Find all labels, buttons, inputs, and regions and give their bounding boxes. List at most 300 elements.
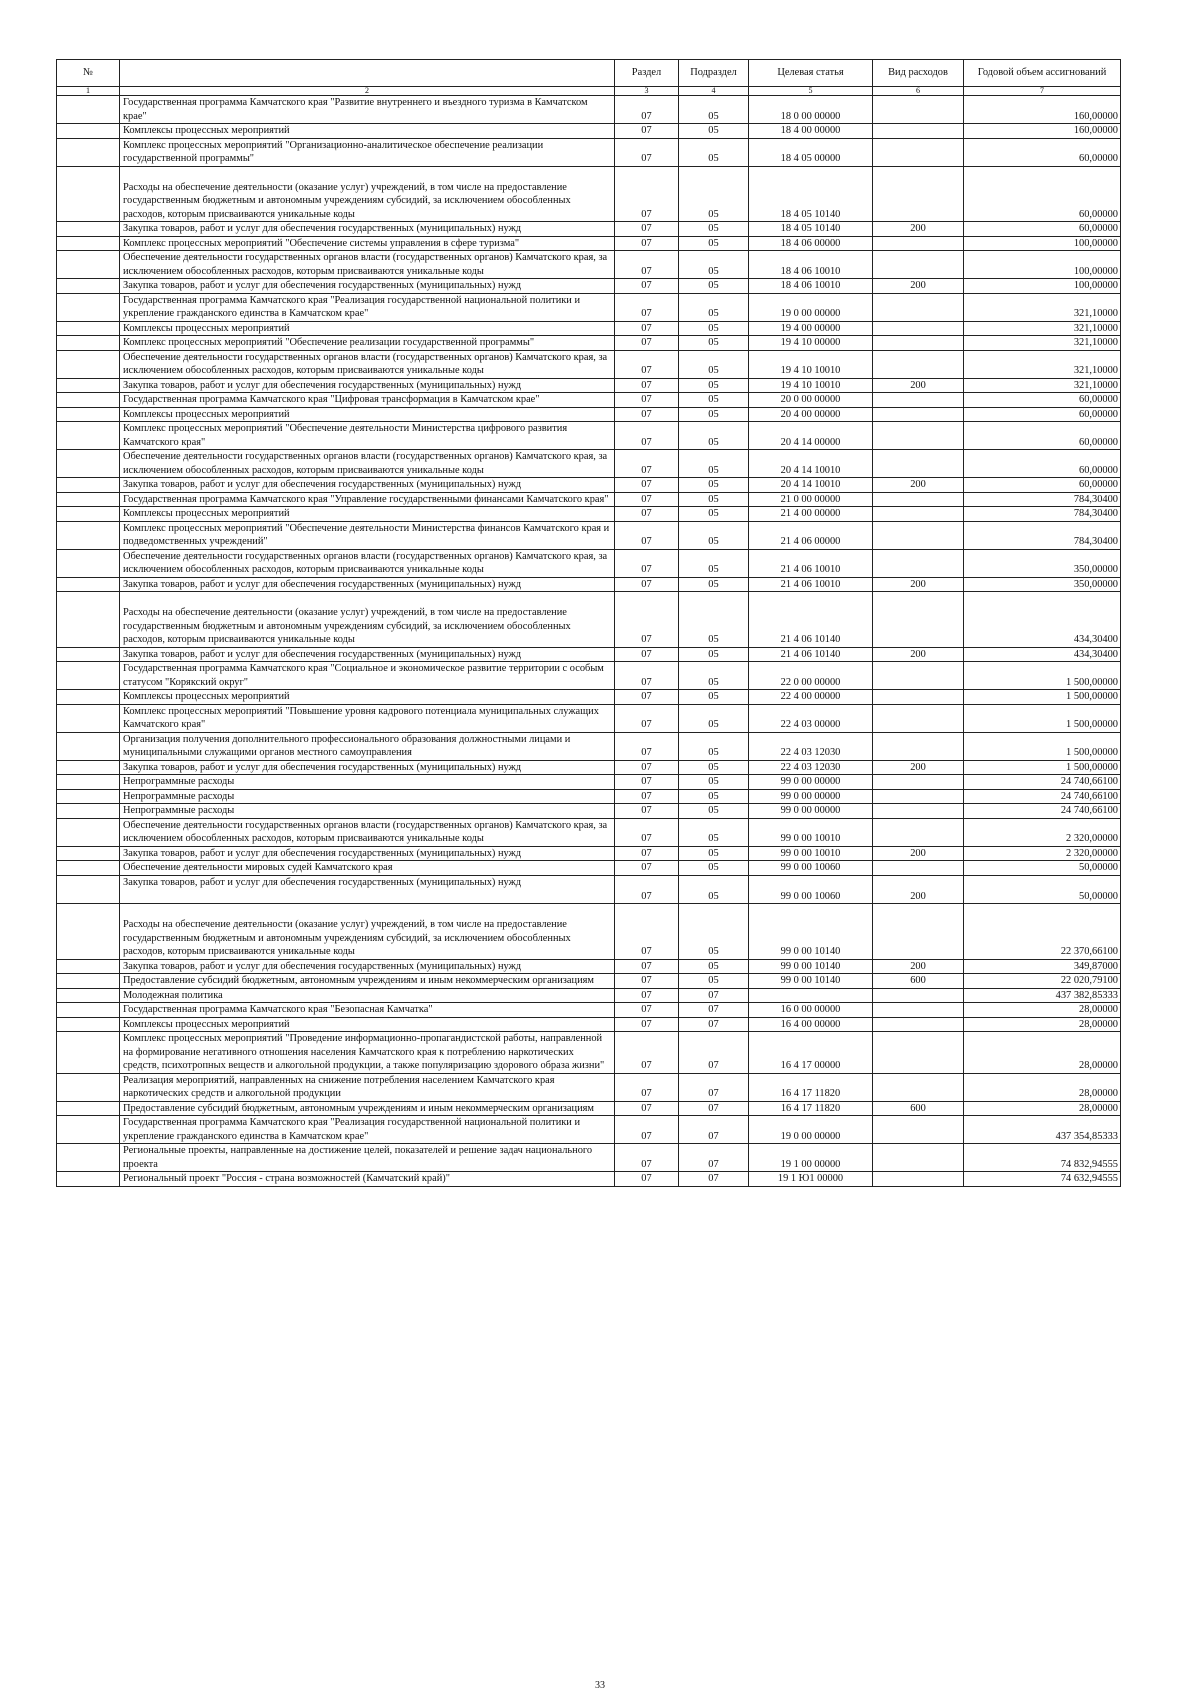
row-number-cell — [57, 904, 120, 960]
row-target-article-cell: 18 4 05 10140 — [749, 222, 873, 237]
row-name-cell: Закупка товаров, работ и услуг для обеспечения государственных (муниципальных) нужд — [120, 378, 615, 393]
row-expense-type-cell: 200 — [873, 875, 964, 904]
row-expense-type-cell — [873, 861, 964, 876]
row-razdel-cell: 07 — [615, 775, 679, 790]
row-name-cell: Государственная программа Камчатского края "Социальное и экономическое развитие территории с особым статусом "Корякский округ" — [120, 662, 615, 690]
row-razdel-cell: 07 — [615, 407, 679, 422]
row-podrazdel-cell: 07 — [679, 1032, 749, 1074]
row-number-cell — [57, 236, 120, 251]
table-row — [57, 521, 1121, 549]
row-razdel-cell: 07 — [615, 592, 679, 648]
table-row — [57, 236, 1121, 251]
row-amount-cell: 1 500,00000 — [964, 732, 1121, 760]
row-name-cell: Предоставление субсидий бюджетным, автономным учреждениям и иным некоммерческим организациям — [120, 974, 615, 989]
row-podrazdel-cell: 05 — [679, 974, 749, 989]
row-podrazdel-cell: 05 — [679, 690, 749, 705]
table-row — [57, 577, 1121, 592]
row-razdel-cell: 07 — [615, 350, 679, 378]
row-number-cell — [57, 378, 120, 393]
table-row — [57, 789, 1121, 804]
row-expense-type-cell — [873, 1073, 964, 1101]
row-number-cell — [57, 166, 120, 222]
table-row — [57, 662, 1121, 690]
row-target-article-cell: 20 0 00 00000 — [749, 393, 873, 408]
table-row — [57, 592, 1121, 648]
row-podrazdel-cell: 05 — [679, 647, 749, 662]
row-name-cell: Комплексы процессных мероприятий — [120, 321, 615, 336]
row-expense-type-cell — [873, 690, 964, 705]
row-target-article-cell: 20 4 00 00000 — [749, 407, 873, 422]
row-podrazdel-cell: 05 — [679, 478, 749, 493]
table-row — [57, 904, 1121, 960]
row-amount-cell: 349,87000 — [964, 959, 1121, 974]
row-razdel-cell: 07 — [615, 804, 679, 819]
row-target-article-cell: 99 0 00 10140 — [749, 974, 873, 989]
row-podrazdel-cell: 05 — [679, 959, 749, 974]
row-amount-cell: 1 500,00000 — [964, 760, 1121, 775]
row-razdel-cell: 07 — [615, 450, 679, 478]
row-razdel-cell: 07 — [615, 789, 679, 804]
table-body — [57, 96, 1121, 1187]
row-expense-type-cell — [873, 549, 964, 577]
row-expense-type-cell: 600 — [873, 974, 964, 989]
row-name-cell: Непрограммные расходы — [120, 789, 615, 804]
row-podrazdel-cell: 05 — [679, 96, 749, 124]
row-razdel-cell: 07 — [615, 166, 679, 222]
row-number-cell — [57, 422, 120, 450]
row-podrazdel-cell: 05 — [679, 577, 749, 592]
row-name-cell: Обеспечение деятельности государственных органов власти (государственных органов) Камчатского края, за исключением обособленных расходов, которым присваиваются уникальные коды — [120, 251, 615, 279]
row-expense-type-cell: 200 — [873, 959, 964, 974]
row-target-article-cell: 21 4 06 00000 — [749, 521, 873, 549]
table-row — [57, 760, 1121, 775]
row-name-cell: Закупка товаров, работ и услуг для обеспечения государственных (муниципальных) нужд — [120, 222, 615, 237]
row-razdel-cell: 07 — [615, 875, 679, 904]
row-podrazdel-cell: 05 — [679, 592, 749, 648]
row-target-article-cell: 19 4 00 00000 — [749, 321, 873, 336]
row-target-article-cell: 16 4 17 11820 — [749, 1101, 873, 1116]
row-amount-cell: 24 740,66100 — [964, 775, 1121, 790]
row-amount-cell: 60,00000 — [964, 138, 1121, 166]
row-expense-type-cell — [873, 492, 964, 507]
row-target-article-cell: 18 4 06 00000 — [749, 236, 873, 251]
row-number-cell — [57, 293, 120, 321]
row-target-article-cell: 18 4 00 00000 — [749, 124, 873, 139]
row-number-cell — [57, 1003, 120, 1018]
column-number: 7 — [964, 87, 1121, 96]
column-number: 3 — [615, 87, 679, 96]
table-row — [57, 407, 1121, 422]
row-amount-cell: 321,10000 — [964, 350, 1121, 378]
row-target-article-cell: 21 4 06 10140 — [749, 647, 873, 662]
row-number-cell — [57, 549, 120, 577]
row-number-cell — [57, 704, 120, 732]
row-expense-type-cell — [873, 662, 964, 690]
row-razdel-cell: 07 — [615, 732, 679, 760]
row-razdel-cell: 07 — [615, 549, 679, 577]
row-razdel-cell: 07 — [615, 959, 679, 974]
row-podrazdel-cell: 05 — [679, 124, 749, 139]
header-target-article: Целевая статья — [749, 60, 873, 87]
row-podrazdel-cell: 05 — [679, 336, 749, 351]
row-expense-type-cell — [873, 592, 964, 648]
row-name-cell: Государственная программа Камчатского края "Безопасная Камчатка" — [120, 1003, 615, 1018]
row-razdel-cell: 07 — [615, 222, 679, 237]
table-row — [57, 846, 1121, 861]
row-target-article-cell: 19 1 Ю1 00000 — [749, 1172, 873, 1187]
row-name-cell: Обеспечение деятельности государственных органов власти (государственных органов) Камчатского края, за исключением обособленных расходов, которым присваиваются уникальные коды — [120, 549, 615, 577]
row-amount-cell: 784,30400 — [964, 507, 1121, 522]
row-name-cell: Закупка товаров, работ и услуг для обеспечения государственных (муниципальных) нужд — [120, 478, 615, 493]
row-razdel-cell: 07 — [615, 138, 679, 166]
row-podrazdel-cell: 05 — [679, 861, 749, 876]
row-name-cell: Комплексы процессных мероприятий — [120, 1017, 615, 1032]
row-podrazdel-cell: 05 — [679, 138, 749, 166]
row-target-article-cell: 18 4 05 10140 — [749, 166, 873, 222]
row-number-cell — [57, 478, 120, 493]
row-podrazdel-cell: 05 — [679, 450, 749, 478]
row-number-cell — [57, 1116, 120, 1144]
row-number-cell — [57, 124, 120, 139]
row-razdel-cell: 07 — [615, 478, 679, 493]
table-row — [57, 549, 1121, 577]
row-name-cell: Комплекс процессных мероприятий "Обеспечение деятельности Министерства финансов Камчатского края и подведомственных учреждений" — [120, 521, 615, 549]
row-podrazdel-cell: 05 — [679, 818, 749, 846]
table-row — [57, 988, 1121, 1003]
table-row — [57, 732, 1121, 760]
row-number-cell — [57, 279, 120, 294]
row-razdel-cell: 07 — [615, 251, 679, 279]
row-target-article-cell: 99 0 00 10060 — [749, 875, 873, 904]
row-expense-type-cell — [873, 124, 964, 139]
row-razdel-cell: 07 — [615, 577, 679, 592]
row-razdel-cell: 07 — [615, 1101, 679, 1116]
row-target-article-cell: 99 0 00 00000 — [749, 804, 873, 819]
row-amount-cell: 100,00000 — [964, 236, 1121, 251]
row-expense-type-cell — [873, 251, 964, 279]
column-number: 1 — [57, 87, 120, 96]
row-expense-type-cell — [873, 166, 964, 222]
row-razdel-cell: 07 — [615, 236, 679, 251]
row-razdel-cell: 07 — [615, 124, 679, 139]
row-expense-type-cell: 200 — [873, 378, 964, 393]
row-podrazdel-cell: 05 — [679, 507, 749, 522]
row-target-article-cell: 16 0 00 00000 — [749, 1003, 873, 1018]
row-target-article-cell: 21 0 00 00000 — [749, 492, 873, 507]
row-expense-type-cell: 200 — [873, 222, 964, 237]
table-row — [57, 704, 1121, 732]
row-target-article-cell: 22 4 03 12030 — [749, 760, 873, 775]
row-amount-cell: 1 500,00000 — [964, 662, 1121, 690]
table-row — [57, 647, 1121, 662]
row-target-article-cell: 21 4 00 00000 — [749, 507, 873, 522]
row-razdel-cell: 07 — [615, 1003, 679, 1018]
row-amount-cell: 160,00000 — [964, 96, 1121, 124]
column-number-row — [57, 87, 1121, 96]
row-target-article-cell: 19 1 00 00000 — [749, 1144, 873, 1172]
row-number-cell — [57, 846, 120, 861]
row-name-cell: Государственная программа Камчатского края "Реализация государственной национальной политики и укрепление гражданского единства в Камчатском крае" — [120, 293, 615, 321]
row-number-cell — [57, 662, 120, 690]
row-target-article-cell: 19 0 00 00000 — [749, 1116, 873, 1144]
row-amount-cell: 2 320,00000 — [964, 818, 1121, 846]
row-number-cell — [57, 492, 120, 507]
row-razdel-cell: 07 — [615, 690, 679, 705]
row-number-cell — [57, 1017, 120, 1032]
row-name-cell: Региональный проект "Россия - страна возможностей (Камчатский край)" — [120, 1172, 615, 1187]
row-razdel-cell: 07 — [615, 988, 679, 1003]
row-amount-cell: 1 500,00000 — [964, 704, 1121, 732]
row-name-cell: Комплекс процессных мероприятий "Организационно-аналитическое обеспечение реализации государственной программы" — [120, 138, 615, 166]
row-expense-type-cell — [873, 818, 964, 846]
row-amount-cell: 784,30400 — [964, 492, 1121, 507]
row-target-article-cell: 20 4 14 10010 — [749, 450, 873, 478]
row-number-cell — [57, 1073, 120, 1101]
table-row — [57, 775, 1121, 790]
table-row — [57, 492, 1121, 507]
row-target-article-cell: 18 4 05 00000 — [749, 138, 873, 166]
row-target-article-cell: 19 4 10 00000 — [749, 336, 873, 351]
row-podrazdel-cell: 05 — [679, 393, 749, 408]
row-amount-cell: 74 632,94555 — [964, 1172, 1121, 1187]
row-expense-type-cell — [873, 350, 964, 378]
row-razdel-cell: 07 — [615, 336, 679, 351]
row-podrazdel-cell: 07 — [679, 1073, 749, 1101]
row-razdel-cell: 07 — [615, 704, 679, 732]
row-amount-cell: 784,30400 — [964, 521, 1121, 549]
row-expense-type-cell — [873, 236, 964, 251]
row-target-article-cell: 22 4 03 00000 — [749, 704, 873, 732]
row-podrazdel-cell: 05 — [679, 222, 749, 237]
row-amount-cell: 160,00000 — [964, 124, 1121, 139]
row-target-article-cell: 18 4 06 10010 — [749, 279, 873, 294]
row-name-cell: Комплекс процессных мероприятий "Обеспечение системы управления в сфере туризма" — [120, 236, 615, 251]
row-target-article-cell: 18 4 06 10010 — [749, 251, 873, 279]
row-target-article-cell: 99 0 00 00000 — [749, 789, 873, 804]
row-name-cell: Государственная программа Камчатского края "Развитие внутреннего и въездного туризма в Камчатском крае" — [120, 96, 615, 124]
row-target-article-cell: 99 0 00 10010 — [749, 846, 873, 861]
row-podrazdel-cell: 05 — [679, 251, 749, 279]
row-amount-cell: 1 500,00000 — [964, 690, 1121, 705]
row-podrazdel-cell: 07 — [679, 1003, 749, 1018]
row-expense-type-cell — [873, 507, 964, 522]
row-expense-type-cell — [873, 804, 964, 819]
row-number-cell — [57, 861, 120, 876]
row-podrazdel-cell: 05 — [679, 732, 749, 760]
row-amount-cell: 24 740,66100 — [964, 789, 1121, 804]
row-podrazdel-cell: 05 — [679, 704, 749, 732]
row-amount-cell: 60,00000 — [964, 422, 1121, 450]
row-amount-cell: 22 020,79100 — [964, 974, 1121, 989]
table-row — [57, 96, 1121, 124]
row-expense-type-cell — [873, 1003, 964, 1018]
row-expense-type-cell — [873, 293, 964, 321]
row-podrazdel-cell: 05 — [679, 662, 749, 690]
row-razdel-cell: 07 — [615, 1032, 679, 1074]
row-expense-type-cell — [873, 904, 964, 960]
row-name-cell: Региональные проекты, направленные на достижение целей, показателей и решение задач национального проекта — [120, 1144, 615, 1172]
row-name-cell: Обеспечение деятельности государственных органов власти (государственных органов) Камчатского края, за исключением обособленных расходов, которым присваиваются уникальные коды — [120, 350, 615, 378]
row-razdel-cell: 07 — [615, 1144, 679, 1172]
row-target-article-cell: 21 4 06 10010 — [749, 549, 873, 577]
table-row — [57, 1144, 1121, 1172]
row-podrazdel-cell: 05 — [679, 378, 749, 393]
row-amount-cell: 350,00000 — [964, 549, 1121, 577]
row-razdel-cell: 07 — [615, 321, 679, 336]
row-amount-cell: 60,00000 — [964, 166, 1121, 222]
column-number: 2 — [120, 87, 615, 96]
row-razdel-cell: 07 — [615, 1172, 679, 1187]
row-amount-cell: 50,00000 — [964, 861, 1121, 876]
row-expense-type-cell: 200 — [873, 760, 964, 775]
table-row — [57, 1073, 1121, 1101]
row-razdel-cell: 07 — [615, 662, 679, 690]
header-annual-amount: Годовой объем ассигнований — [964, 60, 1121, 87]
row-podrazdel-cell: 07 — [679, 1172, 749, 1187]
row-amount-cell: 22 370,66100 — [964, 904, 1121, 960]
row-name-cell: Организация получения дополнительного профессионального образования должностными лицами и муниципальными служащими органов местного самоуправления — [120, 732, 615, 760]
table-row — [57, 1116, 1121, 1144]
header-row — [57, 60, 1121, 87]
table-row — [57, 422, 1121, 450]
row-number-cell — [57, 222, 120, 237]
table-row — [57, 450, 1121, 478]
column-number: 6 — [873, 87, 964, 96]
row-podrazdel-cell: 05 — [679, 407, 749, 422]
row-name-cell: Расходы на обеспечение деятельности (оказание услуг) учреждений, в том числе на предоставление государственным бюджетным и автономным учреждениям субсидий, за исключением обособленных расходов, которым присваиваются уникальные коды — [120, 904, 615, 960]
row-razdel-cell: 07 — [615, 647, 679, 662]
row-amount-cell: 74 832,94555 — [964, 1144, 1121, 1172]
table-row — [57, 818, 1121, 846]
row-target-article-cell: 19 4 10 10010 — [749, 350, 873, 378]
row-amount-cell: 321,10000 — [964, 321, 1121, 336]
row-target-article-cell — [749, 988, 873, 1003]
row-number-cell — [57, 1101, 120, 1116]
row-number-cell — [57, 450, 120, 478]
table-row — [57, 1172, 1121, 1187]
row-target-article-cell: 20 4 14 10010 — [749, 478, 873, 493]
table-row — [57, 1017, 1121, 1032]
row-razdel-cell: 07 — [615, 279, 679, 294]
row-razdel-cell: 07 — [615, 507, 679, 522]
row-expense-type-cell — [873, 321, 964, 336]
row-podrazdel-cell: 05 — [679, 875, 749, 904]
row-expense-type-cell — [873, 393, 964, 408]
row-amount-cell: 28,00000 — [964, 1032, 1121, 1074]
row-target-article-cell: 19 4 10 10010 — [749, 378, 873, 393]
row-name-cell: Закупка товаров, работ и услуг для обеспечения государственных (муниципальных) нужд — [120, 577, 615, 592]
row-name-cell: Комплекс процессных мероприятий "Обеспечение деятельности Министерства цифрового развития Камчатского края" — [120, 422, 615, 450]
row-target-article-cell: 19 0 00 00000 — [749, 293, 873, 321]
table-row — [57, 861, 1121, 876]
row-name-cell: Расходы на обеспечение деятельности (оказание услуг) учреждений, в том числе на предоставление государственным бюджетным и автономным учреждениям субсидий, за исключением обособленных расходов, которым присваиваются уникальные коды — [120, 166, 615, 222]
row-razdel-cell: 07 — [615, 904, 679, 960]
row-razdel-cell: 07 — [615, 96, 679, 124]
row-podrazdel-cell: 05 — [679, 775, 749, 790]
row-number-cell — [57, 251, 120, 279]
row-name-cell: Закупка товаров, работ и услуг для обеспечения государственных (муниципальных) нужд — [120, 959, 615, 974]
row-amount-cell: 28,00000 — [964, 1003, 1121, 1018]
row-target-article-cell: 99 0 00 00000 — [749, 775, 873, 790]
row-amount-cell: 60,00000 — [964, 450, 1121, 478]
row-expense-type-cell: 600 — [873, 1101, 964, 1116]
row-amount-cell: 24 740,66100 — [964, 804, 1121, 819]
row-expense-type-cell — [873, 1144, 964, 1172]
row-name-cell: Закупка товаров, работ и услуг для обеспечения государственных (муниципальных) нужд — [120, 760, 615, 775]
row-podrazdel-cell: 05 — [679, 422, 749, 450]
row-expense-type-cell — [873, 138, 964, 166]
row-amount-cell: 434,30400 — [964, 647, 1121, 662]
row-expense-type-cell — [873, 732, 964, 760]
row-target-article-cell: 21 4 06 10140 — [749, 592, 873, 648]
table-row — [57, 378, 1121, 393]
row-amount-cell: 321,10000 — [964, 336, 1121, 351]
row-name-cell: Предоставление субсидий бюджетным, автономным учреждениям и иным некоммерческим организациям — [120, 1101, 615, 1116]
row-expense-type-cell — [873, 789, 964, 804]
header-name — [120, 60, 615, 87]
row-number-cell — [57, 760, 120, 775]
row-expense-type-cell — [873, 1116, 964, 1144]
row-target-article-cell: 99 0 00 10140 — [749, 959, 873, 974]
row-number-cell — [57, 350, 120, 378]
row-razdel-cell: 07 — [615, 378, 679, 393]
row-razdel-cell: 07 — [615, 861, 679, 876]
column-number: 4 — [679, 87, 749, 96]
row-expense-type-cell: 200 — [873, 577, 964, 592]
row-amount-cell: 28,00000 — [964, 1017, 1121, 1032]
table-row — [57, 690, 1121, 705]
row-number-cell — [57, 1032, 120, 1074]
row-number-cell — [57, 647, 120, 662]
row-razdel-cell: 07 — [615, 521, 679, 549]
row-number-cell — [57, 875, 120, 904]
row-amount-cell: 60,00000 — [964, 393, 1121, 408]
row-expense-type-cell — [873, 422, 964, 450]
table-row — [57, 1101, 1121, 1116]
table-row — [57, 293, 1121, 321]
row-amount-cell: 321,10000 — [964, 293, 1121, 321]
table-row — [57, 222, 1121, 237]
row-number-cell — [57, 1172, 120, 1187]
row-podrazdel-cell: 05 — [679, 789, 749, 804]
row-expense-type-cell — [873, 988, 964, 1003]
row-name-cell: Комплекс процессных мероприятий "Обеспечение реализации государственной программы" — [120, 336, 615, 351]
row-name-cell: Молодежная политика — [120, 988, 615, 1003]
row-number-cell — [57, 592, 120, 648]
table-row — [57, 478, 1121, 493]
row-podrazdel-cell: 07 — [679, 1017, 749, 1032]
row-name-cell: Государственная программа Камчатского края "Цифровая трансформация в Камчатском крае" — [120, 393, 615, 408]
row-podrazdel-cell: 05 — [679, 293, 749, 321]
row-name-cell: Комплекс процессных мероприятий "Повышение уровня кадрового потенциала муниципальных служащих Камчатского края" — [120, 704, 615, 732]
row-amount-cell: 100,00000 — [964, 251, 1121, 279]
row-expense-type-cell — [873, 1017, 964, 1032]
row-number-cell — [57, 138, 120, 166]
table-row — [57, 336, 1121, 351]
row-podrazdel-cell: 05 — [679, 166, 749, 222]
row-razdel-cell: 07 — [615, 974, 679, 989]
table-row — [57, 393, 1121, 408]
row-amount-cell: 28,00000 — [964, 1073, 1121, 1101]
row-name-cell: Комплексы процессных мероприятий — [120, 507, 615, 522]
row-razdel-cell: 07 — [615, 293, 679, 321]
table-row — [57, 507, 1121, 522]
row-number-cell — [57, 1144, 120, 1172]
header-number: № — [57, 60, 120, 87]
row-amount-cell: 28,00000 — [964, 1101, 1121, 1116]
row-podrazdel-cell: 05 — [679, 521, 749, 549]
row-amount-cell: 60,00000 — [964, 478, 1121, 493]
